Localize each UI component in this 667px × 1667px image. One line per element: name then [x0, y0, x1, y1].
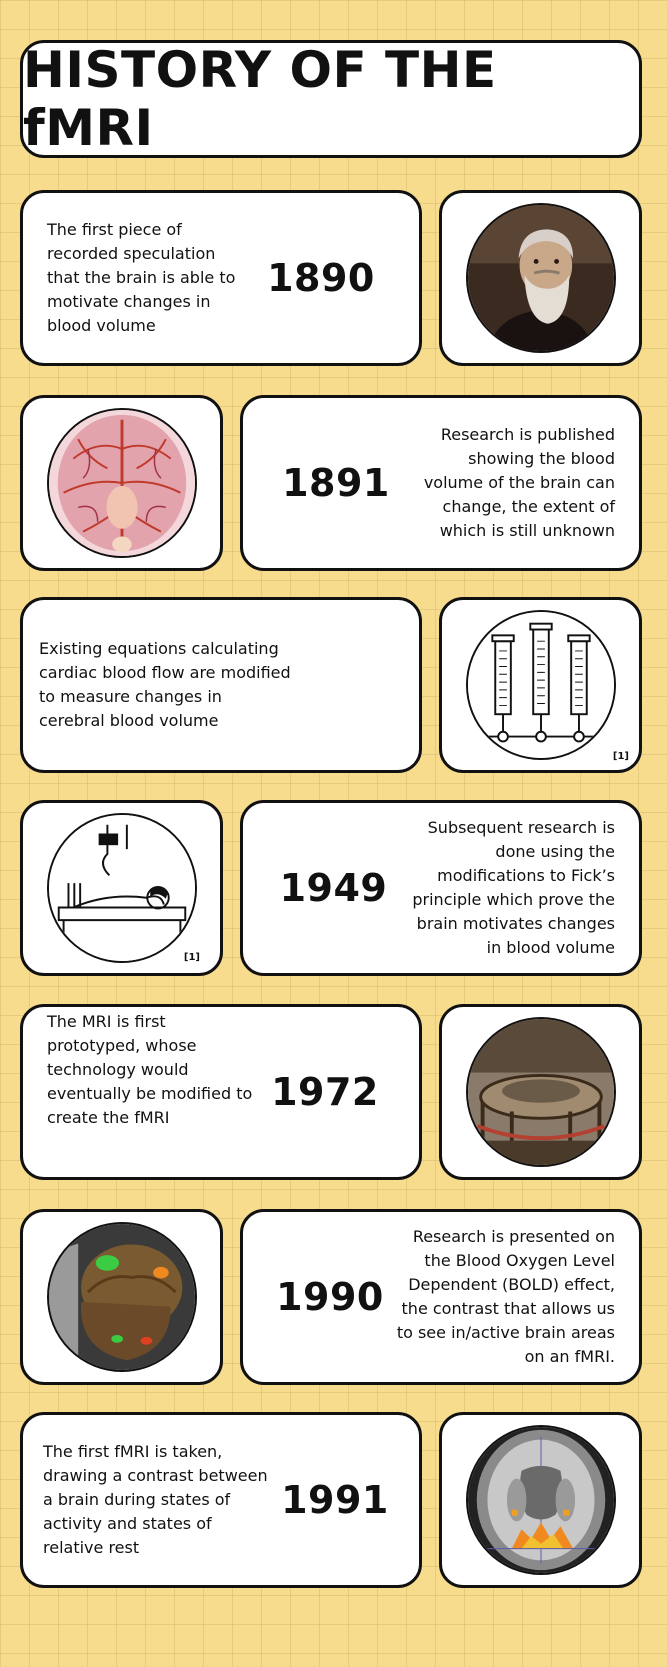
timeline-card-1890	[20, 190, 422, 366]
entry-year: 1990	[276, 1275, 384, 1319]
entry-text: The first fMRI is taken, drawing a contrast between a brain during states of activity and states of relative rest	[43, 1442, 268, 1557]
bold-brain-scan-icon	[47, 1222, 197, 1372]
entry-year: 1991	[281, 1478, 389, 1522]
timeline-card-1891	[240, 395, 642, 571]
image-card-1972	[439, 1004, 642, 1180]
image-card-1890	[439, 190, 642, 366]
william-james-portrait-icon	[466, 203, 616, 353]
entry-year: 1890	[267, 256, 375, 300]
entry-text: Subsequent research is done using the modifications to Fick’s principle which prove the brain motivates changes in blood volume	[412, 818, 615, 957]
image-card-syringes	[439, 597, 642, 773]
entry-text: The MRI is first prototyped, whose technology would eventually be modified to create the fMRI	[47, 1012, 253, 1127]
timeline-card-1949	[240, 800, 642, 976]
entry-text: Existing equations calculating cardiac blood flow are modified to measure changes in cerebral blood volume	[39, 639, 291, 730]
title-box	[20, 40, 642, 158]
citation: [1]	[612, 751, 629, 762]
citation: [1]	[183, 952, 200, 963]
image-card-1891	[20, 395, 223, 571]
image-card-1949	[20, 800, 223, 976]
entry-year: 1949	[279, 866, 388, 910]
entry-text: The first piece of recorded speculation that the brain is able to motivate changes in blood volume	[47, 220, 236, 335]
timeline-card-1991	[20, 1412, 422, 1588]
fmri-scan-icon	[466, 1425, 616, 1575]
image-card-1990	[20, 1209, 223, 1385]
entry-text: Research is presented on the Blood Oxygen Level Dependent (BOLD) effect, the contrast that allows us to see in/active brain areas on an fMRI.	[396, 1227, 615, 1366]
timeline-card-1990	[240, 1209, 642, 1385]
timeline-card-1972	[20, 1004, 422, 1180]
entry-year: 1891	[282, 461, 390, 505]
patient-apparatus-icon	[47, 813, 197, 963]
entry-year: 1972	[271, 1070, 379, 1114]
brain-vessels-icon	[47, 408, 197, 558]
entry-text: Research is published showing the blood volume of the brain can change, the extent of which is still unknown	[423, 425, 615, 540]
syringes-icon	[466, 610, 616, 760]
mri-prototype-icon	[466, 1017, 616, 1167]
timeline-card-cardiac-equations	[20, 597, 422, 773]
image-card-1991	[439, 1412, 642, 1588]
page-title: HISTORY OF THE fMRI	[23, 41, 497, 157]
